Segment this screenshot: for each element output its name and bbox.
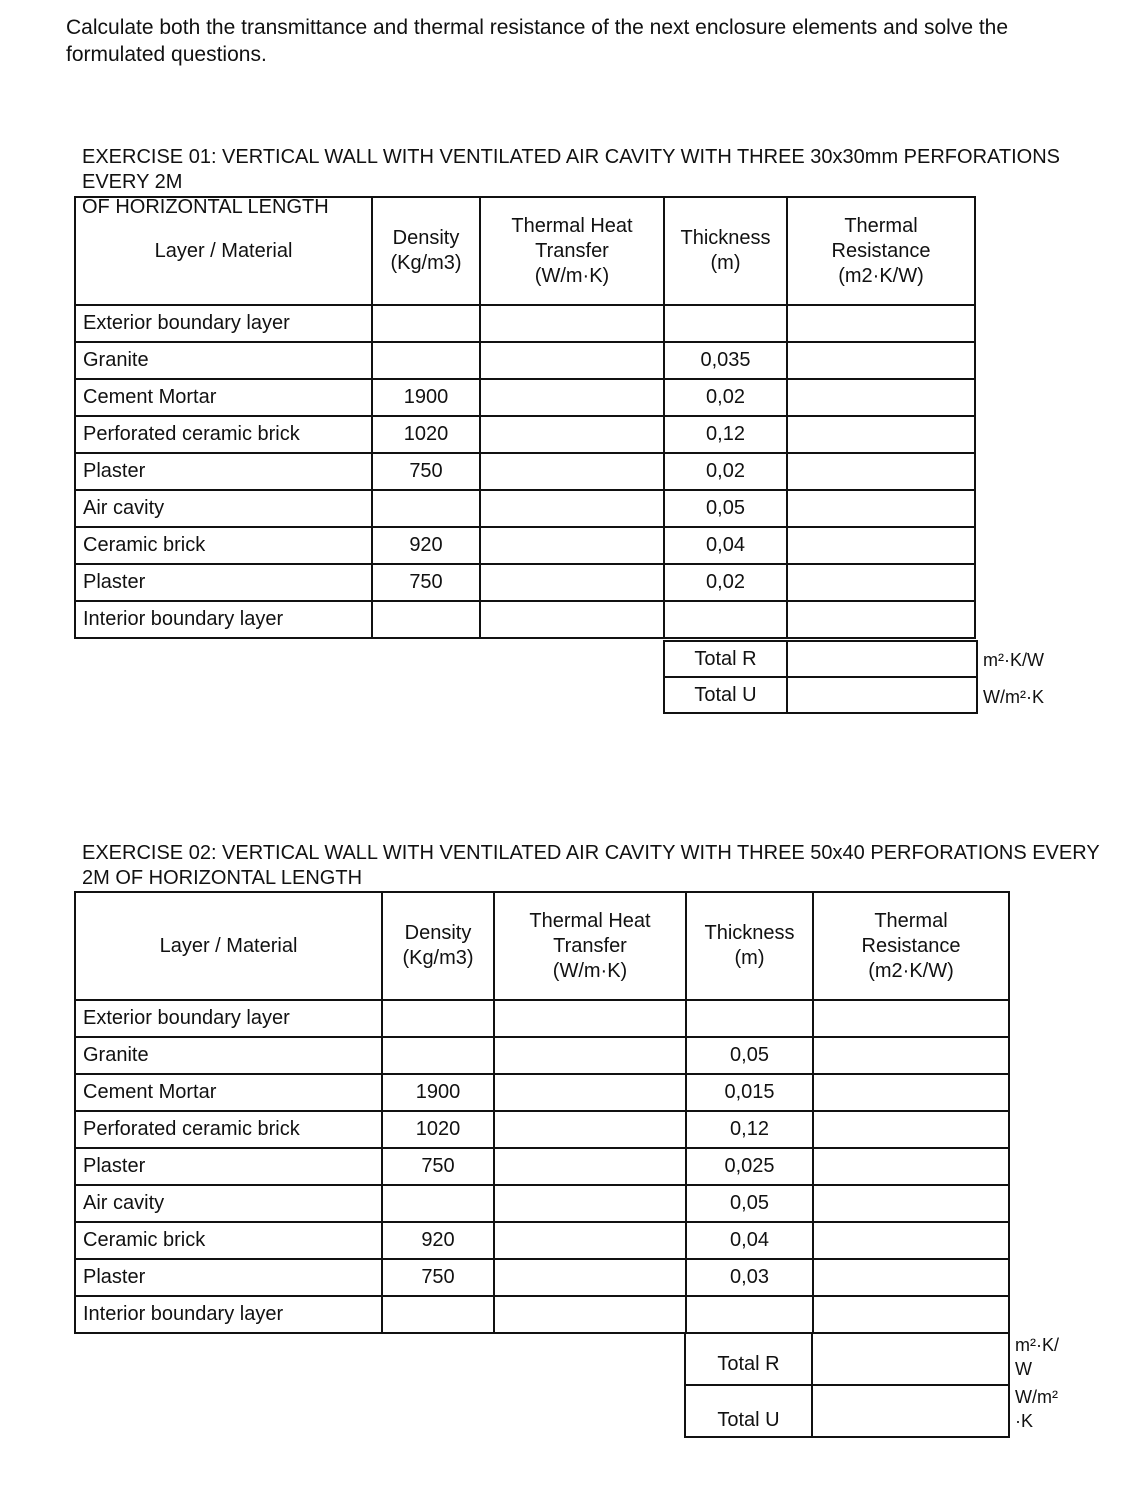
unit-total-r xyxy=(1015,1333,1059,1381)
density-cell[interactable]: 1900 xyxy=(372,379,480,416)
density-cell[interactable]: 750 xyxy=(372,453,480,490)
thermal-resistance-cell[interactable] xyxy=(813,1074,1009,1111)
thickness-cell[interactable]: 0,015 xyxy=(686,1074,813,1111)
header-thermal-resistance: Thermal Resistance (m2·K/W) xyxy=(813,892,1009,1000)
thickness-cell[interactable]: 0,12 xyxy=(686,1111,813,1148)
layer-material-cell: Cement Mortar xyxy=(75,379,372,416)
unit-total-r-line-1: m²·K/ xyxy=(1015,1335,1059,1355)
thermal-conductivity-cell[interactable] xyxy=(480,379,664,416)
thermal-conductivity-cell[interactable] xyxy=(494,1148,686,1185)
layer-material-cell: Interior boundary layer xyxy=(75,1296,382,1333)
thermal-conductivity-cell[interactable] xyxy=(494,1037,686,1074)
instructions-text: Calculate both the transmittance and thermal resistance of the next enclosure elements and solve the formulated questions. xyxy=(66,16,1009,66)
thermal-resistance-cell[interactable] xyxy=(813,1037,1009,1074)
layer-material-cell: Perforated ceramic brick xyxy=(75,1111,382,1148)
thermal-conductivity-cell[interactable] xyxy=(480,564,664,601)
unit-total-r: m²·K/W xyxy=(983,650,1044,670)
thermal-resistance-cell[interactable] xyxy=(787,490,975,527)
density-cell[interactable]: 920 xyxy=(372,527,480,564)
table-header-row xyxy=(75,892,1009,1000)
density-cell[interactable] xyxy=(382,1185,494,1222)
total-u-row xyxy=(685,1385,1009,1437)
layer-material-cell: Interior boundary layer xyxy=(75,601,372,638)
exercise-02-title-line-2: 2M OF HORIZONTAL LENGTH xyxy=(82,867,363,889)
table-header-row xyxy=(75,197,975,305)
thermal-resistance-cell[interactable] xyxy=(787,342,975,379)
total-u-value-cell[interactable] xyxy=(787,677,977,713)
thickness-cell[interactable]: 0,04 xyxy=(686,1222,813,1259)
thermal-conductivity-cell[interactable] xyxy=(480,453,664,490)
exercise-01-totals xyxy=(663,640,978,714)
thermal-conductivity-cell[interactable] xyxy=(494,1259,686,1296)
header-thermal-conductivity: Thermal Heat Transfer (W/m·K) xyxy=(494,892,686,1000)
header-thickness: Thickness (m) xyxy=(686,892,813,1000)
density-cell[interactable]: 1900 xyxy=(382,1074,494,1111)
thermal-resistance-cell[interactable] xyxy=(787,453,975,490)
table-row xyxy=(75,379,975,416)
layer-material-cell: Air cavity xyxy=(75,1185,382,1222)
layer-material-cell: Granite xyxy=(75,342,372,379)
thermal-conductivity-cell[interactable] xyxy=(494,1296,686,1333)
table-row xyxy=(75,1222,1009,1259)
layer-material-cell: Plaster xyxy=(75,1259,382,1296)
table-row xyxy=(75,601,975,638)
header-thickness: Thickness (m) xyxy=(664,197,787,305)
thickness-cell[interactable] xyxy=(664,601,787,638)
thickness-cell[interactable]: 0,03 xyxy=(686,1259,813,1296)
unit-total-u-line-2: ·K xyxy=(1015,1411,1033,1431)
density-cell[interactable] xyxy=(382,1037,494,1074)
exercise-02-title-line-1: EXERCISE 02: VERTICAL WALL WITH VENTILATED AIR CAVITY WITH THREE 50x40 PERFORATIONS EVERY xyxy=(82,842,1100,864)
thickness-cell[interactable] xyxy=(686,1296,813,1333)
thermal-conductivity-cell[interactable] xyxy=(494,1111,686,1148)
table-row xyxy=(75,1111,1009,1148)
layer-material-cell: Plaster xyxy=(75,564,372,601)
table-row xyxy=(75,1074,1009,1111)
table-row xyxy=(75,1259,1009,1296)
exercise-01-title-line-2: OF HORIZONTAL LENGTH xyxy=(82,196,329,218)
thermal-conductivity-cell[interactable] xyxy=(494,1000,686,1037)
total-r-value-cell[interactable] xyxy=(812,1333,1009,1385)
layer-material-cell: Plaster xyxy=(75,1148,382,1185)
thermal-resistance-cell[interactable] xyxy=(787,416,975,453)
exercise-02-table xyxy=(74,891,1010,1334)
table-row xyxy=(75,527,975,564)
table-row xyxy=(75,490,975,527)
density-cell[interactable] xyxy=(372,601,480,638)
density-cell[interactable]: 1020 xyxy=(372,416,480,453)
header-layer-material: Layer / Material xyxy=(75,197,372,305)
thermal-resistance-cell[interactable] xyxy=(787,379,975,416)
table-row xyxy=(75,1037,1009,1074)
thickness-cell[interactable] xyxy=(664,305,787,342)
density-cell[interactable] xyxy=(372,305,480,342)
exercise-02-title xyxy=(82,841,1100,891)
layer-material-cell: Ceramic brick xyxy=(75,527,372,564)
thickness-cell[interactable]: 0,025 xyxy=(686,1148,813,1185)
density-cell[interactable]: 750 xyxy=(382,1259,494,1296)
thickness-cell[interactable]: 0,05 xyxy=(686,1037,813,1074)
thermal-resistance-cell[interactable] xyxy=(813,1259,1009,1296)
layer-material-cell: Ceramic brick xyxy=(75,1222,382,1259)
exercise-02-totals xyxy=(684,1332,1010,1438)
thermal-conductivity-cell[interactable] xyxy=(494,1222,686,1259)
thickness-cell[interactable]: 0,12 xyxy=(664,416,787,453)
header-layer-material: Layer / Material xyxy=(75,892,382,1000)
thermal-conductivity-cell[interactable] xyxy=(480,527,664,564)
thermal-conductivity-cell[interactable] xyxy=(494,1074,686,1111)
thermal-resistance-cell[interactable] xyxy=(787,564,975,601)
thermal-conductivity-cell[interactable] xyxy=(480,601,664,638)
density-cell[interactable]: 920 xyxy=(382,1222,494,1259)
thickness-cell[interactable]: 0,035 xyxy=(664,342,787,379)
thermal-resistance-cell[interactable] xyxy=(813,1111,1009,1148)
density-cell[interactable]: 1020 xyxy=(382,1111,494,1148)
thickness-cell[interactable]: 0,02 xyxy=(664,564,787,601)
unit-total-u xyxy=(1015,1385,1058,1433)
exercise-01-title-line-1: EXERCISE 01: VERTICAL WALL WITH VENTILATED AIR CAVITY WITH THREE 30x30mm PERFORATIONS EVERY 2M xyxy=(82,146,1060,193)
density-cell[interactable] xyxy=(382,1000,494,1037)
thermal-conductivity-cell[interactable] xyxy=(480,490,664,527)
header-density: Density (Kg/m3) xyxy=(382,892,494,1000)
unit-total-u: W/m²·K xyxy=(983,687,1044,707)
thermal-resistance-cell[interactable] xyxy=(787,527,975,564)
unit-total-r-line-2: W xyxy=(1015,1359,1032,1379)
total-r-value-cell[interactable] xyxy=(787,641,977,677)
thermal-resistance-cell[interactable] xyxy=(813,1148,1009,1185)
unit-total-u-line-1: W/m² xyxy=(1015,1387,1058,1407)
total-u-label: Total U xyxy=(685,1385,812,1437)
header-thermal-conductivity: Thermal Heat Transfer (W/m·K) xyxy=(480,197,664,305)
layer-material-cell: Plaster xyxy=(75,453,372,490)
density-cell[interactable] xyxy=(372,342,480,379)
header-density: Density (Kg/m3) xyxy=(372,197,480,305)
total-r-row xyxy=(664,641,977,677)
thermal-resistance-cell[interactable] xyxy=(787,601,975,638)
density-cell[interactable] xyxy=(372,490,480,527)
layer-material-cell: Granite xyxy=(75,1037,382,1074)
thermal-conductivity-cell[interactable] xyxy=(480,342,664,379)
total-u-row xyxy=(664,677,977,713)
density-cell[interactable]: 750 xyxy=(372,564,480,601)
table-row xyxy=(75,1000,1009,1037)
table-row xyxy=(75,1148,1009,1185)
table-row xyxy=(75,564,975,601)
total-u-value-cell[interactable] xyxy=(812,1385,1009,1437)
table-row xyxy=(75,416,975,453)
total-r-row xyxy=(685,1333,1009,1385)
thermal-resistance-cell[interactable] xyxy=(787,305,975,342)
thickness-cell[interactable]: 0,04 xyxy=(664,527,787,564)
total-r-label: Total R xyxy=(685,1333,812,1385)
total-r-label: Total R xyxy=(664,641,787,677)
layer-material-cell: Air cavity xyxy=(75,490,372,527)
table-row xyxy=(75,342,975,379)
layer-material-cell: Exterior boundary layer xyxy=(75,305,372,342)
table-row xyxy=(75,305,975,342)
thickness-cell[interactable]: 0,02 xyxy=(664,453,787,490)
thickness-cell[interactable]: 0,05 xyxy=(686,1185,813,1222)
thickness-cell[interactable] xyxy=(686,1000,813,1037)
thermal-resistance-cell[interactable] xyxy=(813,1222,1009,1259)
layer-material-cell: Cement Mortar xyxy=(75,1074,382,1111)
thermal-resistance-cell[interactable] xyxy=(813,1296,1009,1333)
table-row xyxy=(75,1185,1009,1222)
density-cell[interactable]: 750 xyxy=(382,1148,494,1185)
thermal-conductivity-cell[interactable] xyxy=(480,305,664,342)
table-row xyxy=(75,453,975,490)
header-thermal-resistance: Thermal Resistance (m2·K/W) xyxy=(787,197,975,305)
density-cell[interactable] xyxy=(382,1296,494,1333)
thermal-conductivity-cell[interactable] xyxy=(494,1185,686,1222)
thickness-cell[interactable]: 0,02 xyxy=(664,379,787,416)
total-u-label: Total U xyxy=(664,677,787,713)
thermal-conductivity-cell[interactable] xyxy=(480,416,664,453)
thermal-resistance-cell[interactable] xyxy=(813,1185,1009,1222)
exercise-01-table xyxy=(74,196,976,639)
thermal-resistance-cell[interactable] xyxy=(813,1000,1009,1037)
layer-material-cell: Perforated ceramic brick xyxy=(75,416,372,453)
layer-material-cell: Exterior boundary layer xyxy=(75,1000,382,1037)
thickness-cell[interactable]: 0,05 xyxy=(664,490,787,527)
table-row xyxy=(75,1296,1009,1333)
